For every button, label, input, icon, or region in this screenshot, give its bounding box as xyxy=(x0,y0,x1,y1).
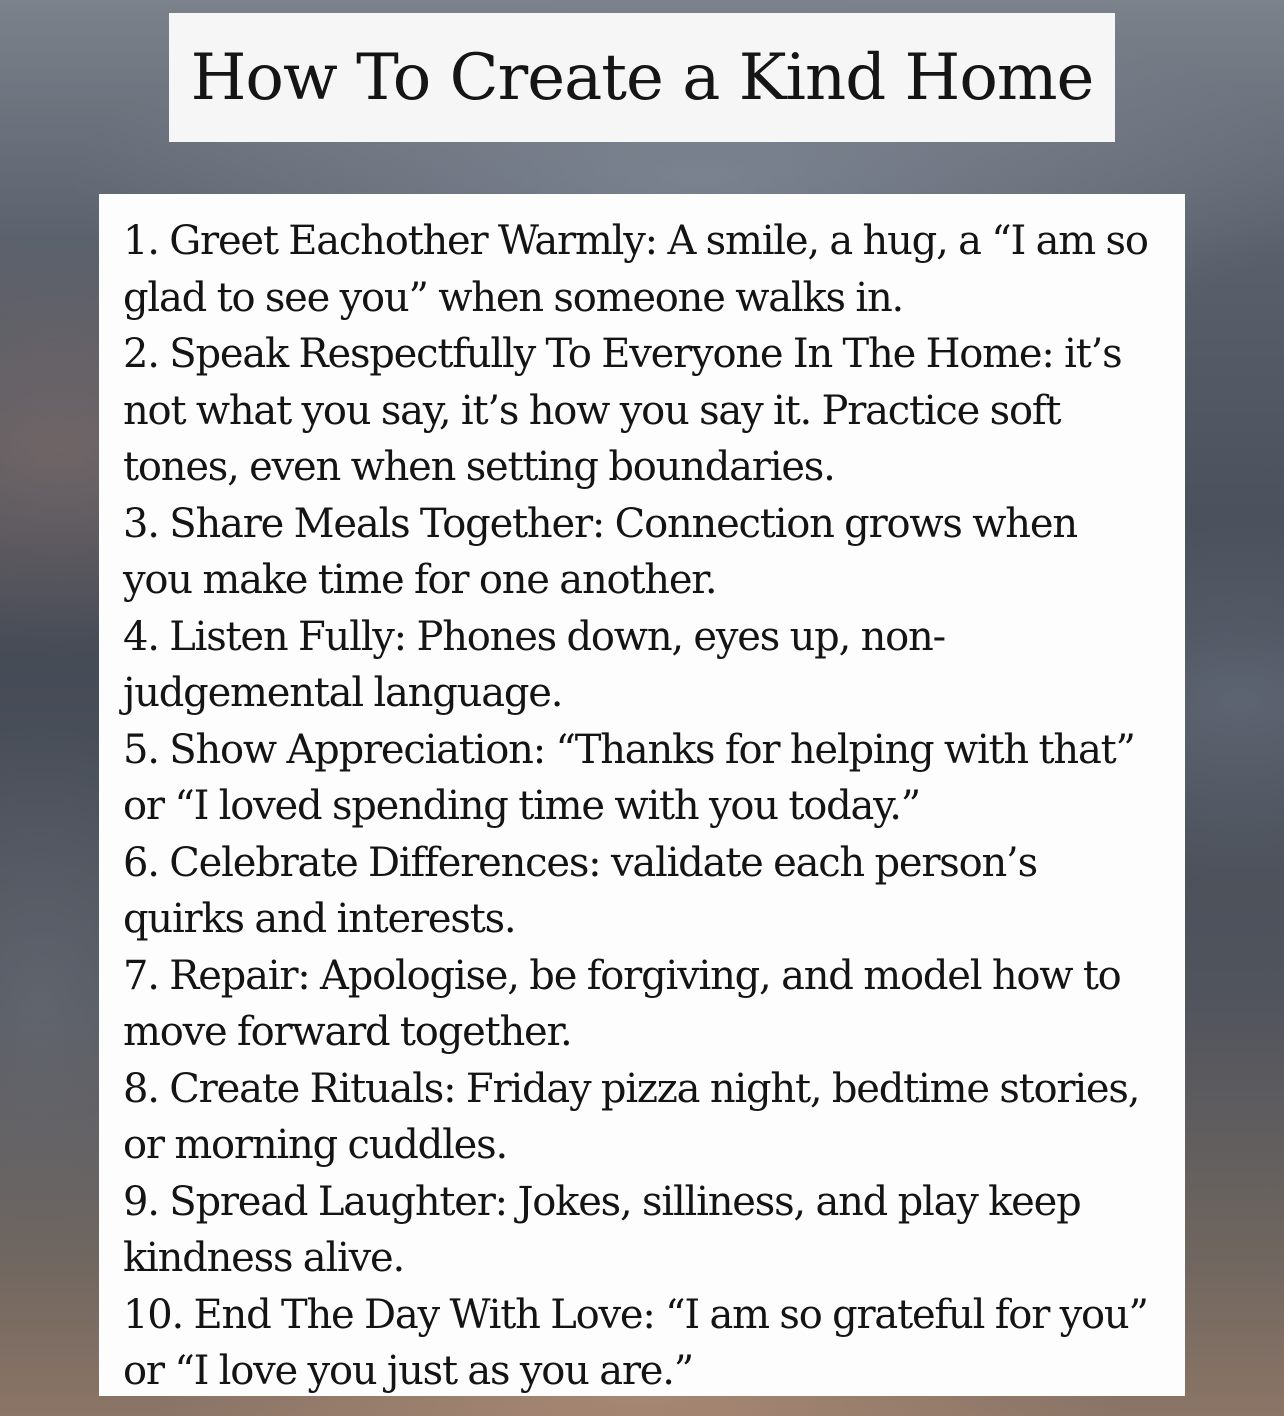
title-banner xyxy=(169,13,1115,142)
list-item: 2. Speak Respectfully To Everyone In The Home: it’s not what you say, it’s how you say it. Practice soft tones, even when setting boundaries. xyxy=(123,331,1122,490)
list-item: 8. Create Rituals: Friday pizza night, bedtime stories, or morning cuddles. xyxy=(123,1065,1140,1168)
list-item: 3. Share Meals Together: Connection grows when you make time for one another. xyxy=(123,500,1077,603)
tips-panel xyxy=(99,194,1185,1396)
list-item: 5. Show Appreciation: “Thanks for helping with that” or “I loved spending time with you today.” xyxy=(123,726,1135,829)
list-item: 10. End The Day With Love: “I am so grateful for you” or “I love you just as you are.” xyxy=(123,1291,1148,1394)
list-item: 4. Listen Fully: Phones down, eyes up, non-judgemental language. xyxy=(123,613,945,716)
page-title: How To Create a Kind Home xyxy=(190,40,1094,115)
list-item: 1. Greet Eachother Warmly: A smile, a hug, a “I am so glad to see you” when someone walks in. xyxy=(123,218,1148,321)
tips-list xyxy=(123,213,1151,1400)
list-item: 6. Celebrate Differences: validate each person’s quirks and interests. xyxy=(123,839,1037,942)
list-item: 9. Spread Laughter: Jokes, silliness, and play keep kindness alive. xyxy=(123,1178,1081,1281)
list-item: 7. Repair: Apologise, be forgiving, and model how to move forward together. xyxy=(123,952,1121,1055)
